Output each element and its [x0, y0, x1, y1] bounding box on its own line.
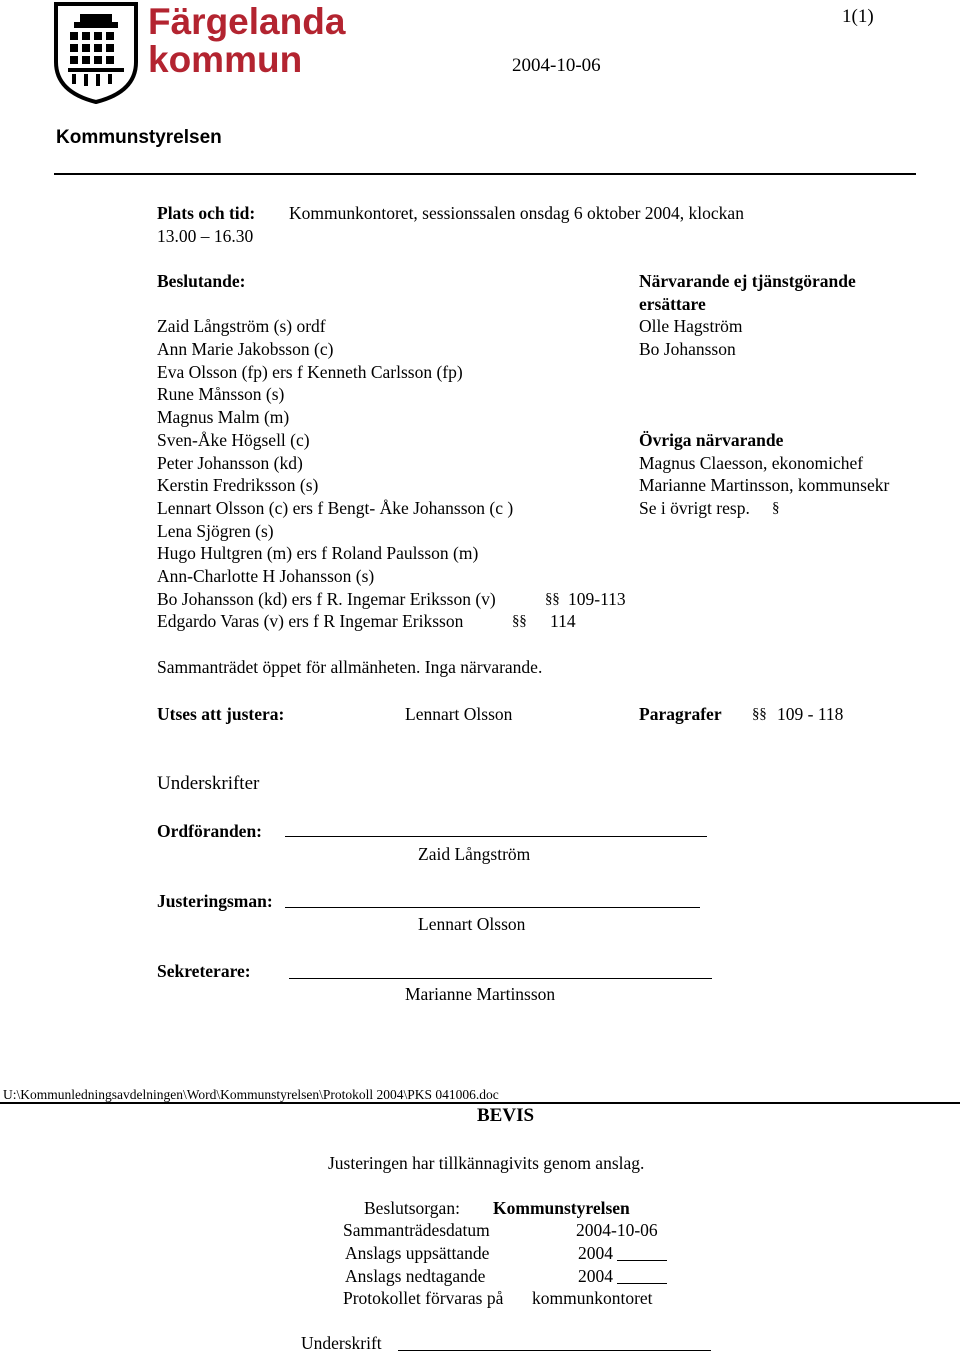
member: Bo Johansson (kd) ers f R. Ingemar Eriksson (v): [157, 589, 496, 609]
decision-body-label: Beslutsorgan:: [364, 1198, 460, 1218]
place-label: Plats och tid:: [157, 203, 256, 223]
secretary-name: Marianne Martinsson: [405, 984, 556, 1004]
member: Hugo Hultgren (m) ers f Roland Paulsson (m): [157, 543, 479, 563]
posted-blank-line: [617, 1260, 667, 1261]
substitute-name: Bo Johansson: [639, 339, 736, 359]
document-date: 2004-10-06: [512, 55, 601, 76]
certificate-signature-line: [398, 1350, 711, 1351]
storage-value: kommunkontoret: [532, 1288, 653, 1308]
decision-body-value: Kommunstyrelsen: [493, 1198, 630, 1218]
adjuster-signature-line: [285, 907, 700, 908]
municipality-logo: [50, 0, 346, 104]
logo-text-line1: Färgelanda: [148, 1, 346, 42]
substitutes-heading-cont: ersättare: [639, 294, 706, 314]
posted-value: 2004: [578, 1243, 613, 1263]
file-path: U:\Kommunledningsavdelningen\Word\Kommunstyrelsen\Protokoll 2004\PKS 041006.doc: [3, 1087, 499, 1102]
member: Kerstin Fredriksson (s): [157, 475, 319, 495]
page-title: Kommunstyrelsen: [56, 127, 222, 148]
chair-name: Zaid Långström: [418, 844, 531, 864]
storage-label: Protokollet förvaras på: [343, 1288, 504, 1308]
member: Sven-Åke Högsell (c): [157, 430, 310, 450]
member: Eva Olsson (fp) ers f Kenneth Carlsson (fp): [157, 362, 463, 382]
paragraph-sign-icon: §: [772, 500, 778, 516]
other-name: Marianne Martinsson, kommunsekr: [639, 475, 890, 495]
adjuster-name: Lennart Olsson: [405, 704, 513, 724]
member: Zaid Långström (s) ordf: [157, 316, 326, 336]
member: Edgardo Varas (v) ers f R Ingemar Eriksson: [157, 611, 464, 631]
member: Ann Marie Jakobsson (c): [157, 339, 334, 359]
member-paragraph-range: 114: [550, 611, 576, 631]
coat-of-arms-icon: [50, 0, 142, 104]
member: Lennart Olsson (c) ers f Bengt- Åke Johansson (c ): [157, 498, 514, 518]
paragraph-sign-icon: § §: [752, 706, 765, 722]
decision-makers-heading: Beslutande:: [157, 271, 246, 291]
paragraphs-label: Paragrafer: [639, 704, 722, 724]
time-value: 13.00 – 16.30: [157, 226, 254, 246]
adjuster-signature-label: Justeringsman:: [157, 891, 273, 911]
certificate-signature-label: Underskrift: [301, 1333, 382, 1353]
footer-divider: [0, 1102, 960, 1104]
page-number: 1(1): [842, 6, 874, 27]
chair-signature-line: [285, 836, 707, 837]
others-heading: Övriga närvarande: [639, 430, 784, 450]
member: Rune Månsson (s): [157, 384, 285, 404]
public-note: Sammanträdet öppet för allmänheten. Inga närvarande.: [157, 657, 543, 677]
chair-label: Ordföranden:: [157, 821, 262, 841]
signatures-heading: Underskrifter: [157, 773, 260, 794]
certificate-intro: Justeringen har tillkännagivits genom anslag.: [328, 1153, 645, 1173]
meeting-date-label: Sammanträdesdatum: [343, 1220, 490, 1240]
paragraphs-value: 109 - 118: [777, 704, 844, 724]
member-paragraph-range: 109-113: [568, 589, 626, 609]
secretary-label: Sekreterare:: [157, 961, 251, 981]
member: Peter Johansson (kd): [157, 453, 303, 473]
member: Ann-Charlotte H Johansson (s): [157, 566, 375, 586]
substitutes-heading: Närvarande ej tjänstgörande: [639, 271, 856, 291]
logo-text-line2: kommun: [148, 39, 303, 80]
removed-value: 2004: [578, 1266, 613, 1286]
meeting-date-value: 2004-10-06: [576, 1220, 658, 1240]
adjuster-label: Utses att justera:: [157, 704, 285, 724]
posted-label: Anslags uppsättande: [345, 1243, 490, 1263]
member: Magnus Malm (m): [157, 407, 290, 427]
removed-label: Anslags nedtagande: [345, 1266, 486, 1286]
title-divider: [54, 173, 916, 175]
member: Lena Sjögren (s): [157, 521, 274, 541]
secretary-signature-line: [289, 978, 712, 979]
other-name: Se i övrigt resp.: [639, 498, 750, 518]
substitute-name: Olle Hagström: [639, 316, 743, 336]
paragraph-sign-icon: § §: [545, 591, 558, 607]
adjuster-signature-name: Lennart Olsson: [418, 914, 526, 934]
other-name: Magnus Claesson, ekonomichef: [639, 453, 864, 473]
certificate-title: BEVIS: [477, 1105, 535, 1126]
removed-blank-line: [617, 1283, 667, 1284]
paragraph-sign-icon: § §: [512, 613, 525, 629]
place-value: Kommunkontoret, sessionssalen onsdag 6 oktober 2004, klockan: [289, 203, 744, 223]
